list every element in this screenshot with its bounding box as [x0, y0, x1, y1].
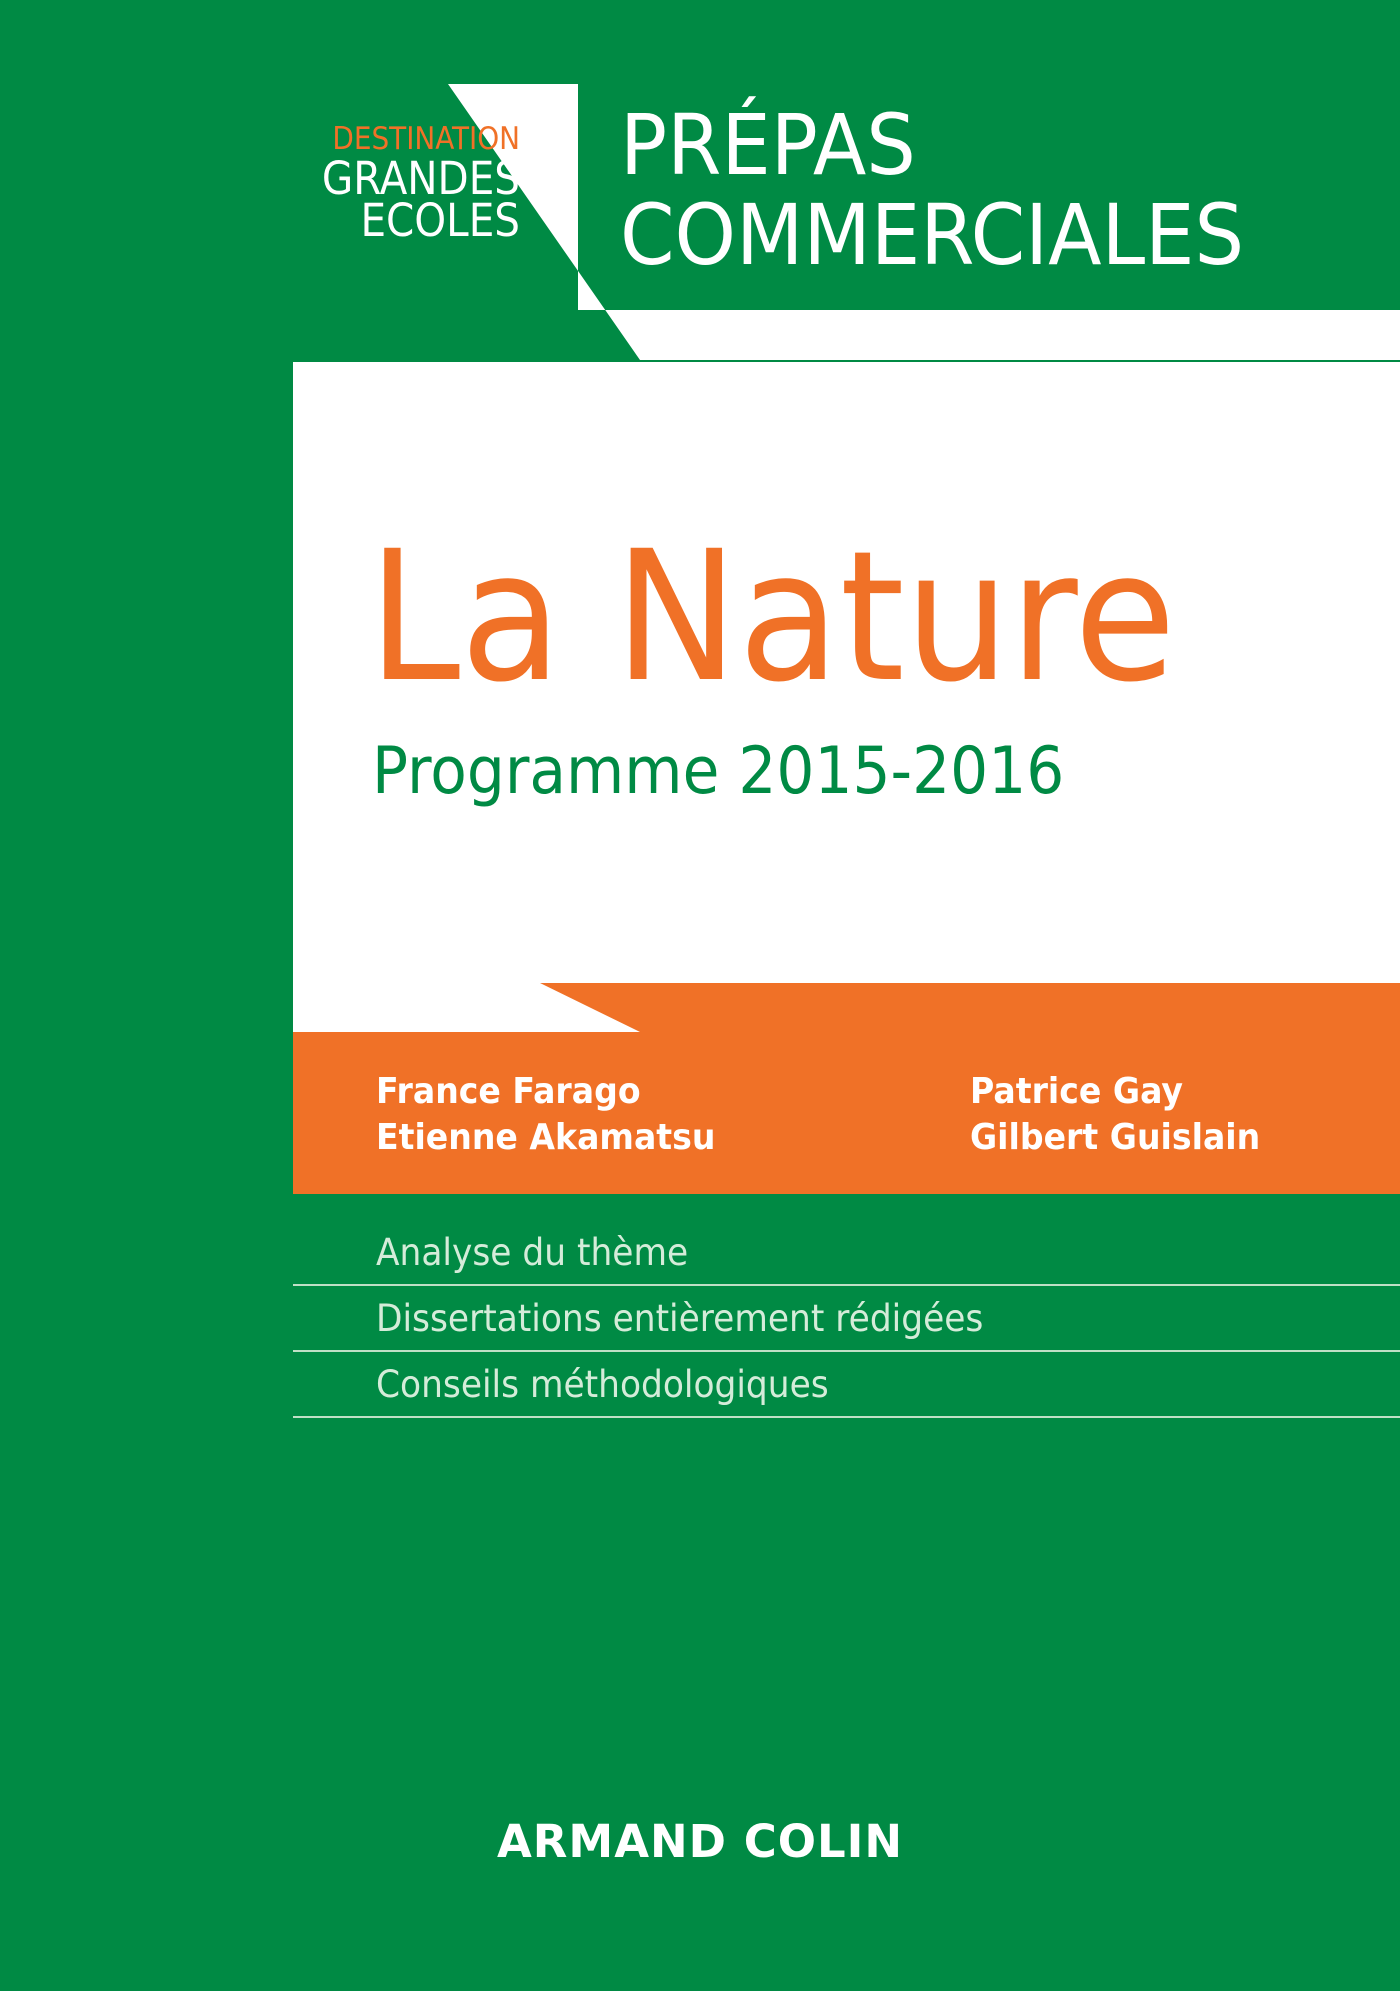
feature-item: Dissertations entièrement rédigées — [376, 1297, 984, 1340]
publisher-name: ARMAND COLIN — [496, 1815, 904, 1868]
feature-divider — [293, 1350, 1400, 1352]
author-name: Gilbert Guislain — [970, 1117, 1261, 1158]
collection-title-line2: COMMERCIALES — [620, 186, 1245, 284]
author-name: France Farago — [376, 1071, 641, 1112]
book-subtitle: Programme 2015-2016 — [372, 734, 1065, 809]
feature-item: Analyse du thème — [376, 1231, 689, 1274]
feature-divider — [293, 1416, 1400, 1418]
series-label-ecoles: ECOLES — [360, 194, 520, 247]
collection-title-line1: PRÉPAS — [620, 96, 916, 194]
author-name: Patrice Gay — [970, 1071, 1183, 1112]
book-title: La Nature — [368, 513, 1176, 722]
series-label-destination: DESTINATION — [332, 121, 520, 157]
author-name: Etienne Akamatsu — [376, 1117, 716, 1158]
feature-divider — [293, 1284, 1400, 1286]
feature-item: Conseils méthodologiques — [376, 1363, 829, 1406]
series-label-grandes: GRANDES — [321, 152, 520, 205]
